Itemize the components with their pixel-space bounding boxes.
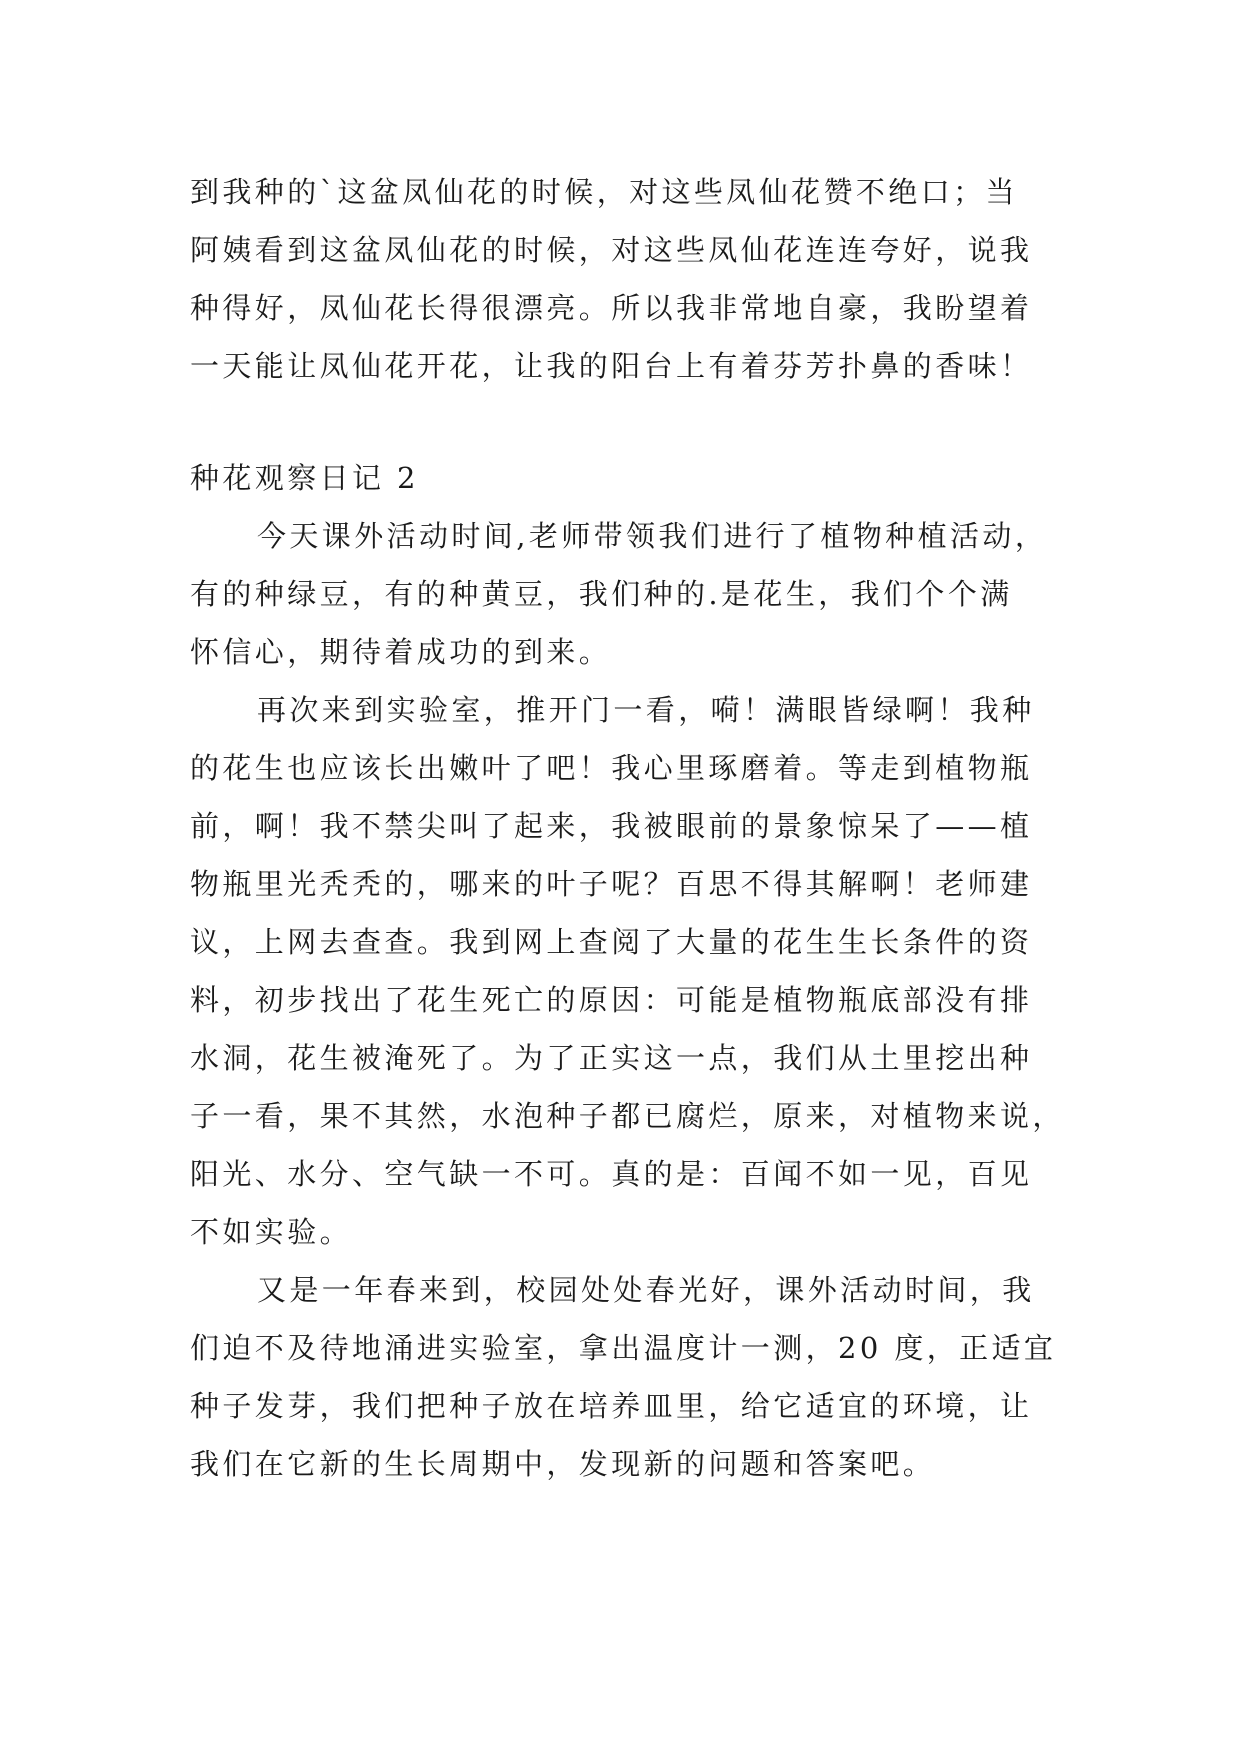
text-line: 今天课外活动时间,老师带领我们进行了植物种植活动， [257, 519, 1048, 553]
text-line: 一天能让凤仙花开花，让我的阳台上有着芬芳扑鼻的香味！ [190, 349, 1033, 383]
text-line: 水洞，花生被淹死了。为了正实这一点，我们从土里挖出种 [190, 1041, 1033, 1075]
text-line: 们迫不及待地涌进实验室，拿出温度计一测，20 度，正适宜 [190, 1331, 1057, 1365]
text-line: 又是一年春来到，校园处处春光好，课外活动时间，我 [257, 1273, 1035, 1307]
text-line: 再次来到实验室，推开门一看，嗬！满眼皆绿啊！我种 [257, 693, 1035, 727]
text-line: 阳光、水分、空气缺一不可。真的是：百闻不如一见，百见 [190, 1157, 1033, 1191]
text-line: 有的种绿豆，有的种黄豆，我们种的.是花生，我们个个满 [190, 577, 1013, 611]
text-line: 子一看，果不其然，水泡种子都已腐烂，原来，对植物来说， [190, 1099, 1065, 1133]
text-line: 不如实验。 [190, 1215, 353, 1249]
text-line: 我们在它新的生长周期中，发现新的问题和答案吧。 [190, 1447, 936, 1481]
text-line: 前，啊！我不禁尖叫了起来，我被眼前的景象惊呆了——植 [190, 809, 1033, 843]
text-line: 种子发芽，我们把种子放在培养皿里，给它适宜的环境，让 [190, 1389, 1033, 1423]
section-title: 种花观察日记 2 [190, 461, 419, 495]
text-line: 种得好，凤仙花长得很漂亮。所以我非常地自豪，我盼望着 [190, 291, 1033, 325]
text-line: 料，初步找出了花生死亡的原因：可能是植物瓶底部没有排 [190, 983, 1033, 1017]
text-line: 议，上网去查查。我到网上查阅了大量的花生生长条件的资 [190, 925, 1033, 959]
text-line: 怀信心，期待着成功的到来。 [190, 635, 612, 669]
text-line: 物瓶里光秃秃的，哪来的叶子呢？百思不得其解啊！老师建 [190, 867, 1033, 901]
text-line: 到我种的`这盆凤仙花的时候，对这些凤仙花赞不绝口；当 [190, 175, 1018, 209]
text-line: 阿姨看到这盆凤仙花的时候，对这些凤仙花连连夸好，说我 [190, 233, 1033, 267]
text-line: 的花生也应该长出嫩叶了吧！我心里琢磨着。等走到植物瓶 [190, 751, 1033, 785]
